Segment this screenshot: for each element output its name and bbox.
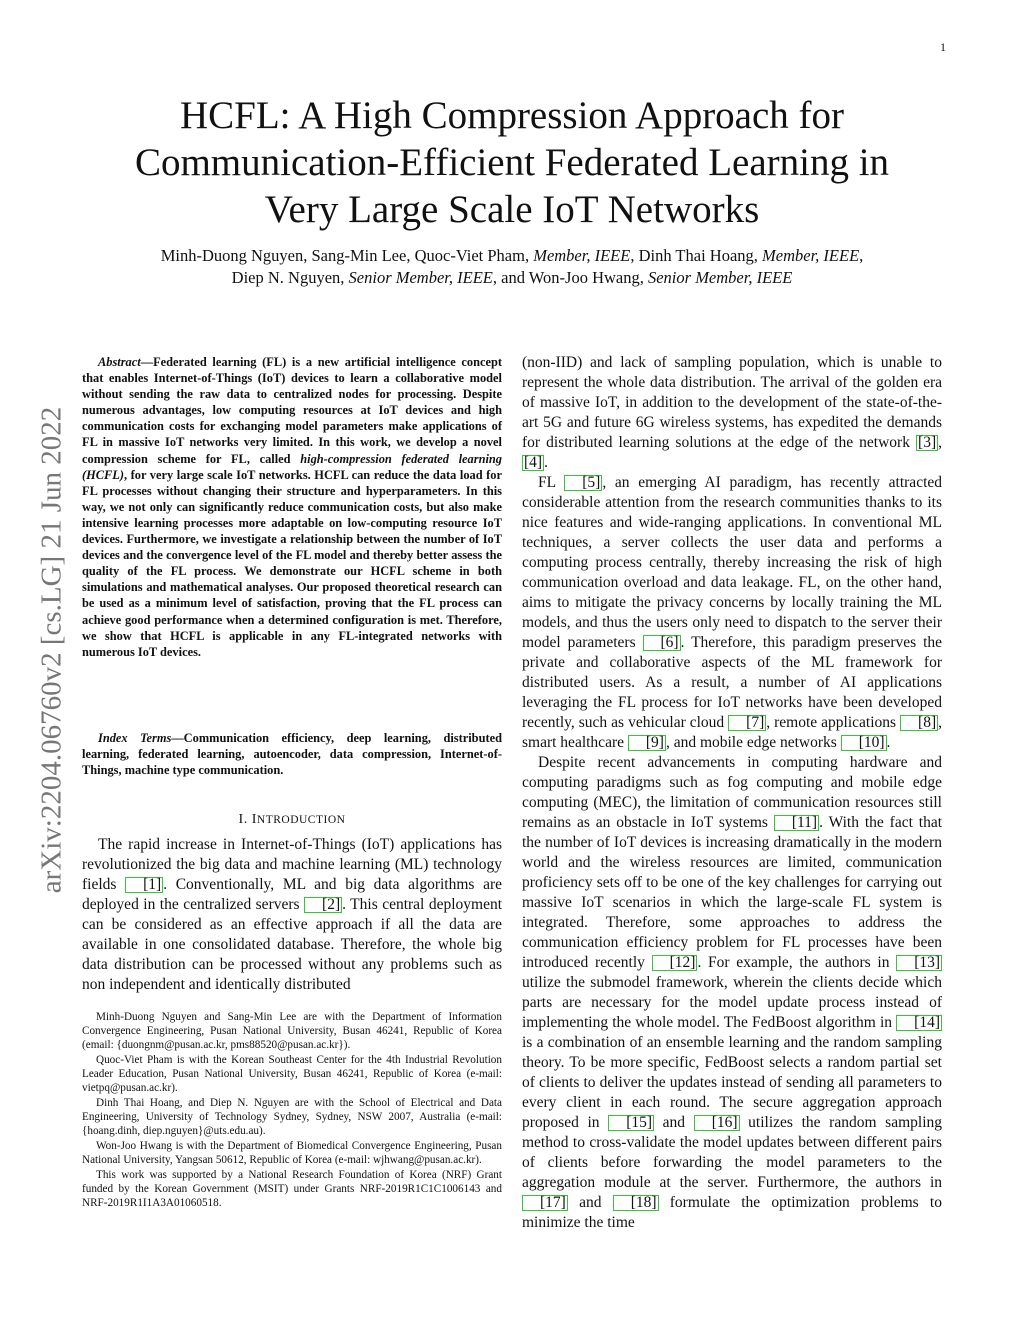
footnote-2: Quoc-Viet Pham is with the Korean Southeast Center for the 4th Industrial Revolution Leader Education, Pusan National University, Busan 46241, Republic of Korea (e-mail: vietpq@pusan.ac.kr).	[82, 1054, 502, 1094]
intro-paragraph: The rapid increase in Internet-of-Things (IoT) applications has revolutionized the big data and machine learning (ML) technology fields [1] . Conventionally, ML and big data algorithms are deployed in the centralized servers [2] . This central deployment can be considered as an effective approach if all the data are available in one consolidated database. Therefore, the whole big data distribution can be processed without any problems such as non independent and identically distributed	[82, 836, 503, 993]
title-line-2: Communication-Efficient Federated Learning in	[134, 141, 890, 184]
citation-link[interactable]: [17]	[522, 1195, 568, 1211]
footnote-4: Won-Joo Hwang is with the Department of Biomedical Convergence Engineering, Pusan National University, Yangsan 50612, Republic of Korea (e-mail: wjhwang@pusan.ac.kr).	[82, 1140, 502, 1166]
citation-link[interactable]: [4]	[524, 454, 543, 471]
index-terms-label: Index Terms	[98, 731, 172, 745]
page-number: 1	[940, 40, 946, 54]
arxiv-stamp: arXiv:2204.06760v2 [cs.LG] 21 Jun 2022	[35, 406, 68, 894]
citation-link[interactable]: [6]	[643, 635, 681, 651]
footnote-5: This work was supported by a National Research Foundation of Korea (NRF) Grant funded by the Korean Government (MSIT) under Grants NRF-2019R1C1C1006143 and NRF-2019R1I1A3A01060518.	[82, 1169, 502, 1209]
citation-link[interactable]: [8]	[900, 715, 938, 731]
citation-link[interactable]: [2]	[304, 897, 342, 913]
citation-link[interactable]: [11]	[774, 815, 819, 831]
author-line-1: Minh-Duong Nguyen, Sang-Min Lee, Quoc-Viet Pham, Member, IEEE, Dinh Thai Hoang, Member, IEEE,	[160, 246, 864, 265]
section-heading: I. INTRODUCTION	[238, 812, 346, 827]
footnotes	[82, 1010, 502, 1211]
right-paragraph-2: FL [5] , an emerging AI paradigm, has recently attracted considerable attention from the research communities thanks to its nice features and wide-ranging applications. In conventional ML techniques, a server collects the user data and performs a computing process centrally, thereby increasing the risk of high communication overload and data leakage. FL, on the other hand, aims to mitigate the privacy concerns by locally training the ML models, and thus the users only need to dispatch to the server their model parameters [6] . Therefore, this paradigm preserves the private and collaborative aspects of the ML framework for distributed users. As a result, a number of AI applications leveraging the FL process for IoT networks have been developed recently, such as vehicular cloud [7] , remote applications [8] , smart healthcare [9] , and mobile edge networks [10] .	[522, 474, 943, 751]
abstract: Abstract—Federated learning (FL) is a new artificial intelligence concept that enables Internet-of-Things (IoT) devices to learn a collaborative model without sending the raw data to centralized nodes for processing. Despite numerous advantages, low computing resources at IoT devices and high communication costs for exchanging model parameters make applications of FL in massive IoT networks very limited. In this work, we develop a novel compression scheme for FL, called high-compression federated learning (HCFL), for very large scale IoT networks. HCFL can reduce the data load for FL processes without changing their structure and hyperparameters. In this way, we not only can significantly reduce communication costs, but also make intensive learning processes more adaptable on low-computing resource IoT devices. Furthermore, we investigate a relationship between the number of IoT devices and the convergence level of the FL model and thereby better assess the quality of the FL process. We demonstrate our HCFL scheme in both simulations and mathematical analyses. Our proposed theoretical research can be used as a minimum level of satisfaction, proving that the FL process can achieve good performance when a determined configuration is met. Therefore, we show that HCFL is applicable in any FL-integrated networks with numerous IoT devices.	[82, 355, 502, 659]
abstract-emphasis: high-compression federated learning (HCFL)	[82, 451, 502, 482]
citation-link[interactable]: [9]	[628, 735, 666, 751]
citation-link[interactable]: [16]	[694, 1115, 740, 1131]
citation-link[interactable]: [3]	[918, 434, 937, 451]
author-line-2: Diep N. Nguyen, Senior Member, IEEE, and Won-Joo Hwang, Senior Member, IEEE	[231, 268, 793, 287]
citation-link[interactable]: [18]	[613, 1195, 659, 1211]
citation-link[interactable]: [15]	[608, 1115, 654, 1131]
right-paragraph-1: (non-IID) and lack of sampling population, which is unable to represent the whole data distribution. The arrival of the golden era of massive IoT, in addition to the development of the state-of-the-art 5G and future 6G wireless systems, has expedited the demands for distributed learning solutions at the edge of the network [3] , [4] .	[522, 354, 942, 471]
citation-link[interactable]: [13]	[896, 955, 942, 971]
right-column	[522, 353, 942, 1233]
title-line-1: HCFL: A High Compression Approach for	[179, 94, 845, 137]
citation-link[interactable]: [7]	[728, 715, 766, 731]
footnote-1: Minh-Duong Nguyen and Sang-Min Lee are with the Department of Information Convergence Engineering, Pusan National University, Busan 46241, Republic of Korea (email: {duongnm@pusan.ac.kr, pms88520@pusan.ac.kr}).	[82, 1011, 502, 1051]
citation-link[interactable]: [1]	[125, 877, 163, 893]
right-paragraph-3: Despite recent advancements in computing hardware and computing paradigms such as fog computing and mobile edge computing (MEC), the limitation of communication resources still remains as an obstacle in IoT systems [11] . With the fact that the number of IoT devices is increasing dramatically in the modern world and the wireless resources are limited, communication proficiency sets off to be one of the key challenges for carrying out massive IoT scenarios in which the large-scale FL system is integrated. Therefore, some approaches to address the communication efficiency problem for FL processes have been introduced recently [12] . For example, the authors in [13] utilize the submodel framework, wherein the clients decide which parts are necessary for the model update process instead of implementing the whole model. The FedBoost algorithm in [14] is a combination of an ensemble learning and the random sampling theory. To be more specific, FedBoost selects a random partial set of clients to deliver the updates instead of sending all parameters to every client in each round. The secure aggregation approach proposed in [15] and [16] utilizes the random sampling method to cross-validate the model updates between different pairs of clients before forwarding the model parameters to the aggregation module at the server. Furthermore, the authors in [17] and [18] formulate the optimization problems to minimize the time	[522, 754, 943, 1231]
paper-title	[90, 92, 934, 233]
citation-link[interactable]: [12]	[652, 955, 698, 971]
author-list	[90, 245, 934, 289]
index-terms: Index Terms—Communication efficiency, deep learning, distributed learning, federated learning, autoencoder, data compression, Internet-of-Things, machine type communication.	[82, 731, 502, 778]
citation-link[interactable]: [5]	[564, 475, 602, 491]
footnote-3: Dinh Thai Hoang, and Diep N. Nguyen are with the School of Electrical and Data Engineering, University of Technology Sydney, Sydney, NSW 2007, Australia (e-mail: {hoang.dinh, diep.nguyen}@uts.edu.au).	[82, 1097, 502, 1137]
citation-link[interactable]: [14]	[896, 1015, 942, 1031]
title-line-3: Very Large Scale IoT Networks	[264, 188, 760, 231]
citation-link[interactable]: [10]	[841, 735, 887, 751]
abstract-label: Abstract	[98, 355, 141, 369]
